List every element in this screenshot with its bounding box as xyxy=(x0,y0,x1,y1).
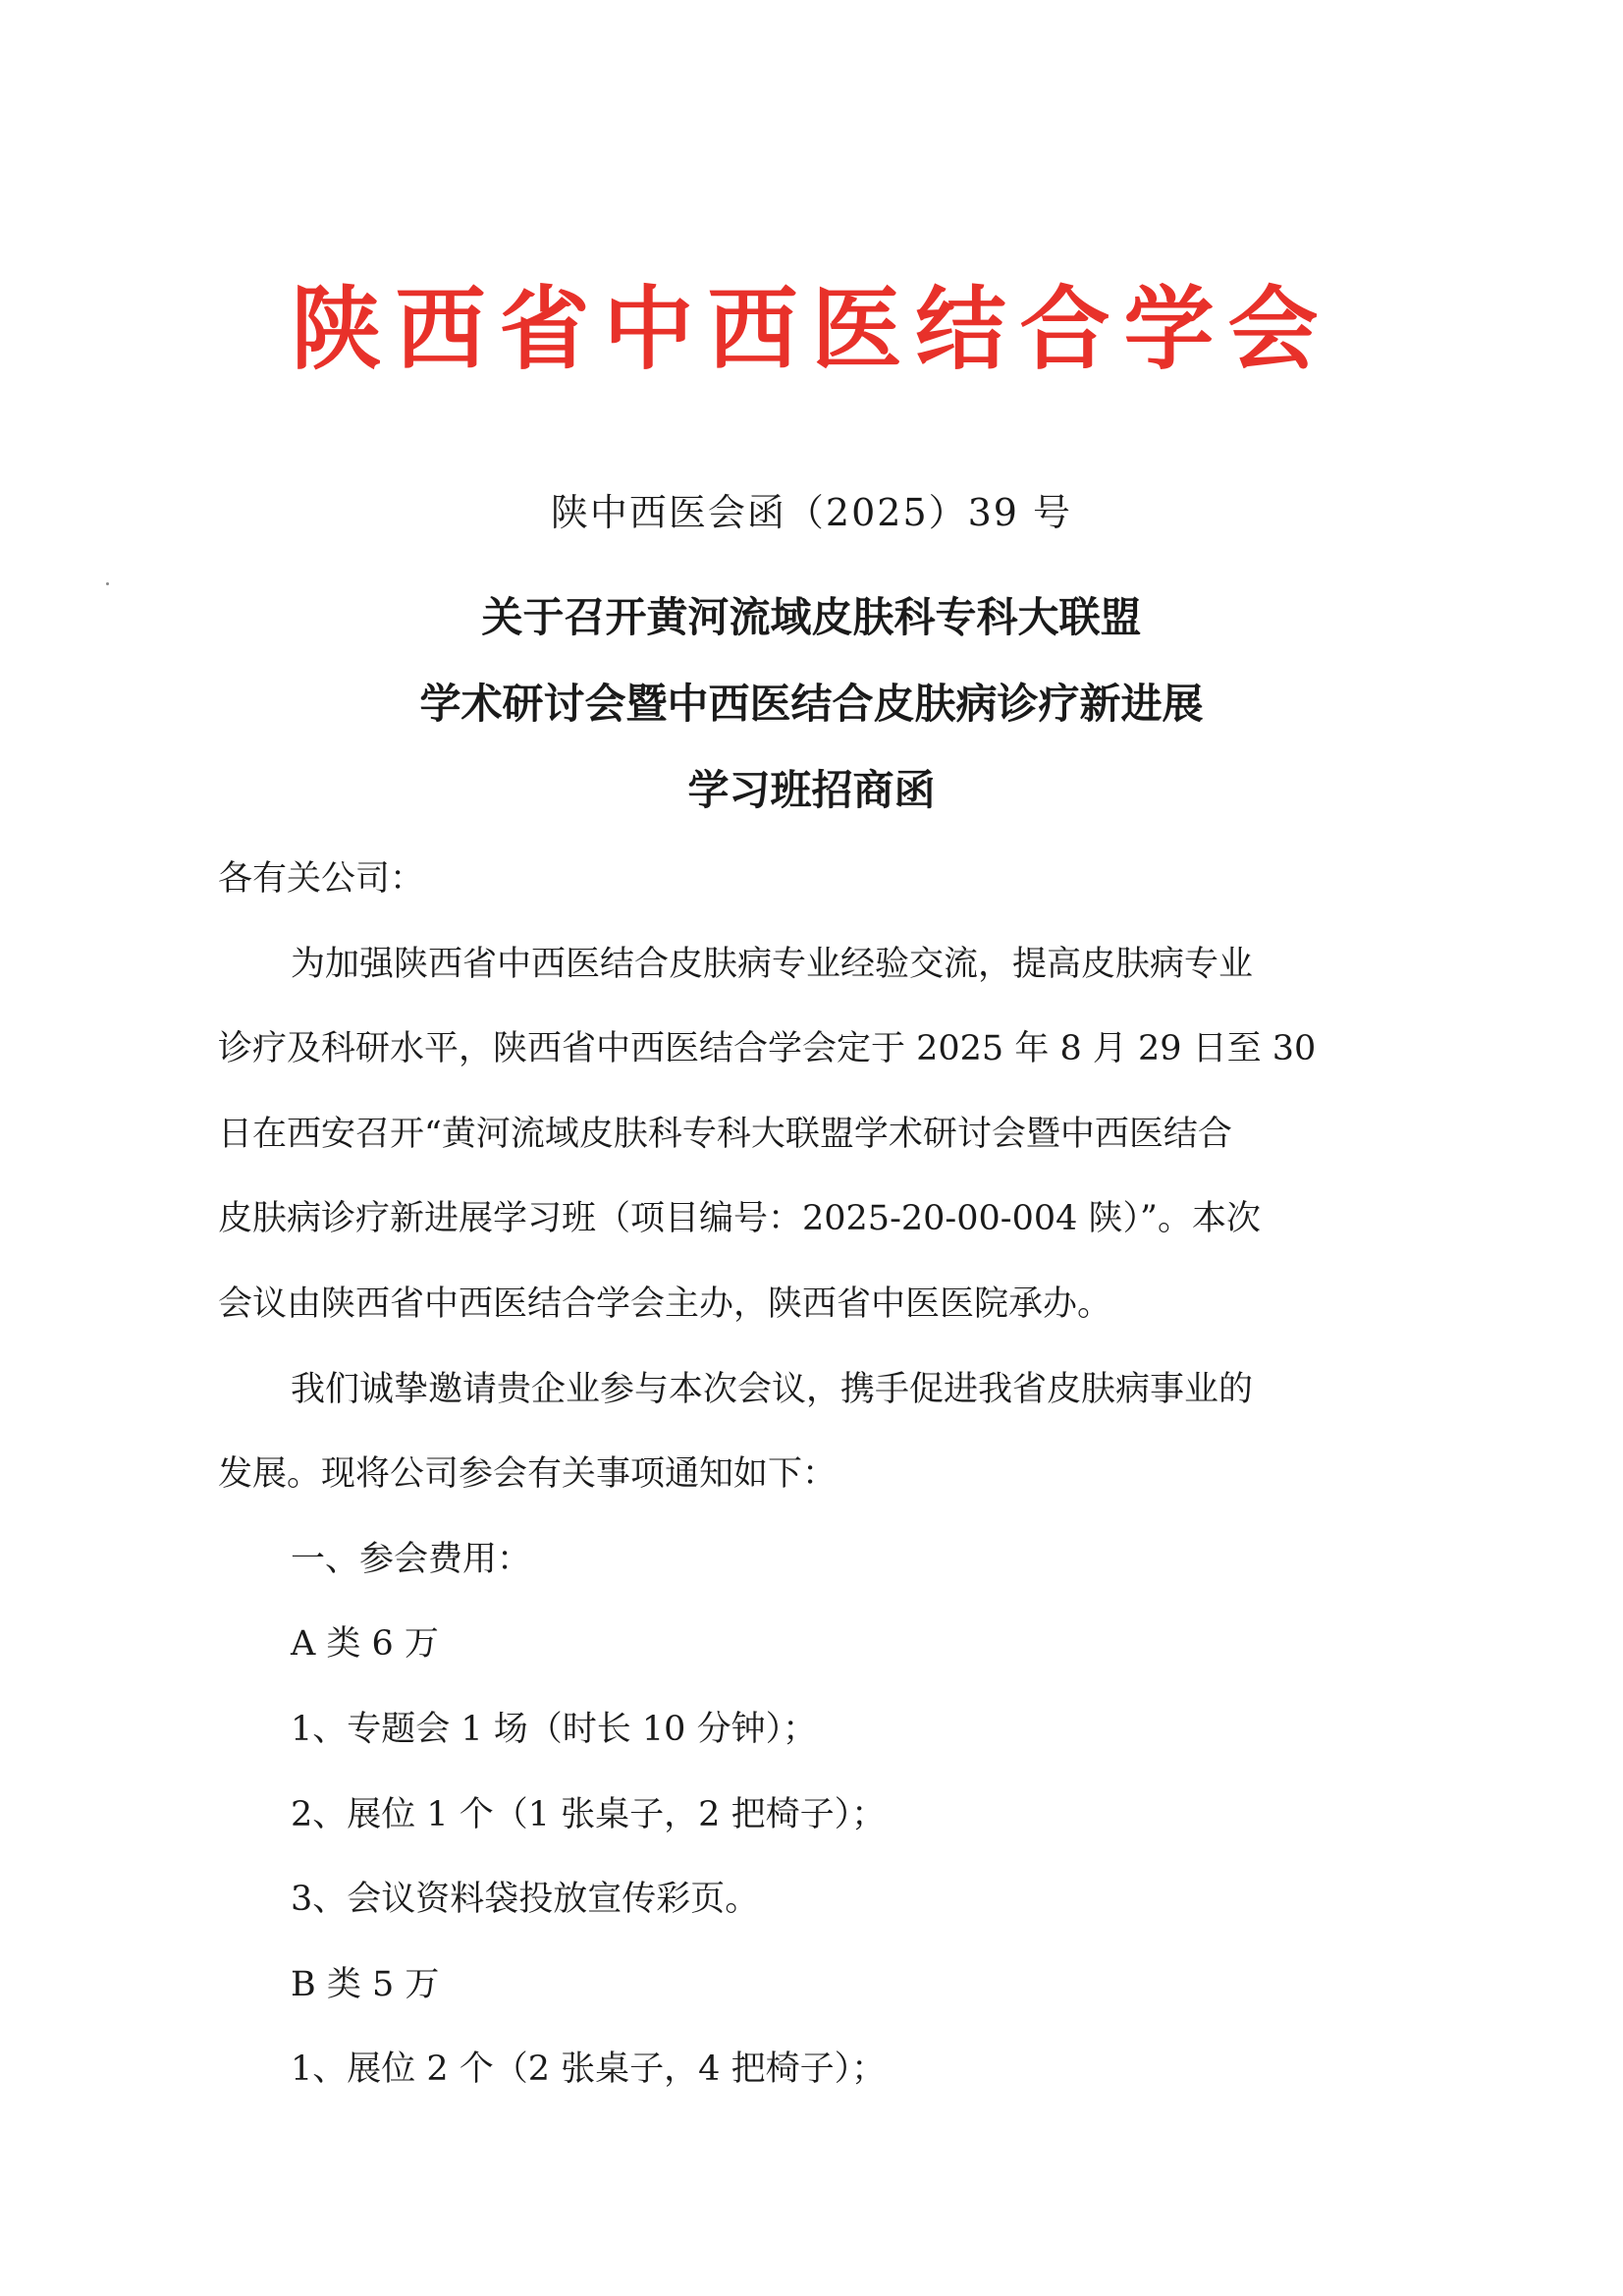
title-line-2: 学术研讨会暨中西医结合皮肤病诊疗新进展 xyxy=(419,680,1204,728)
title-line-1: 关于召开黄河流域皮肤科专科大联盟 xyxy=(481,593,1142,641)
body-line: 我们诚挚邀请贵企业参与本次会议，携手促进我省皮肤病事业的 xyxy=(291,1369,1254,1409)
title-line-3: 学习班招商函 xyxy=(687,766,936,814)
tier-a-item-2: 2、展位 1 个（1 张桌子，2 把椅子）； xyxy=(291,1794,887,1834)
section-heading-fees: 一、参会费用： xyxy=(291,1539,532,1579)
tier-a-heading: A 类 6 万 xyxy=(291,1624,439,1665)
body-line: 发展。现将公司参会有关事项通知如下： xyxy=(218,1454,838,1495)
document-title xyxy=(0,574,1623,834)
body-line: 会议由陕西省中西医结合学会主办，陕西省中医医院承办。 xyxy=(218,1284,1112,1324)
tier-b-heading: B 类 5 万 xyxy=(291,1964,440,2004)
tier-a-item-1: 1、专题会 1 场（时长 10 分钟）； xyxy=(291,1709,818,1749)
body-line: 诊疗及科研水平，陕西省中西医结合学会定于 2025 年 8 月 29 日至 30 xyxy=(218,1029,1317,1069)
letterhead-title: 陕西省中西医结合学会 xyxy=(291,276,1332,382)
document-body xyxy=(218,837,1386,2112)
body-line: 日在西安召开“黄河流域皮肤科专科大联盟学术研讨会暨中西医结合 xyxy=(218,1114,1232,1154)
tier-a-item-3: 3、会议资料袋投放宣传彩页。 xyxy=(291,1880,760,1920)
tier-b-item-1: 1、展位 2 个（2 张桌子，4 把椅子）； xyxy=(291,2050,887,2090)
body-line: 为加强陕西省中西医结合皮肤病专业经验交流，提高皮肤病专业 xyxy=(291,944,1254,984)
body-line: 皮肤病诊疗新进展学习班（项目编号：2025-20-00-004 陕）”。本次 xyxy=(218,1199,1261,1239)
document-number: 陕中西医会函（2025）39 号 xyxy=(550,491,1073,534)
salutation: 各有关公司： xyxy=(218,859,425,899)
